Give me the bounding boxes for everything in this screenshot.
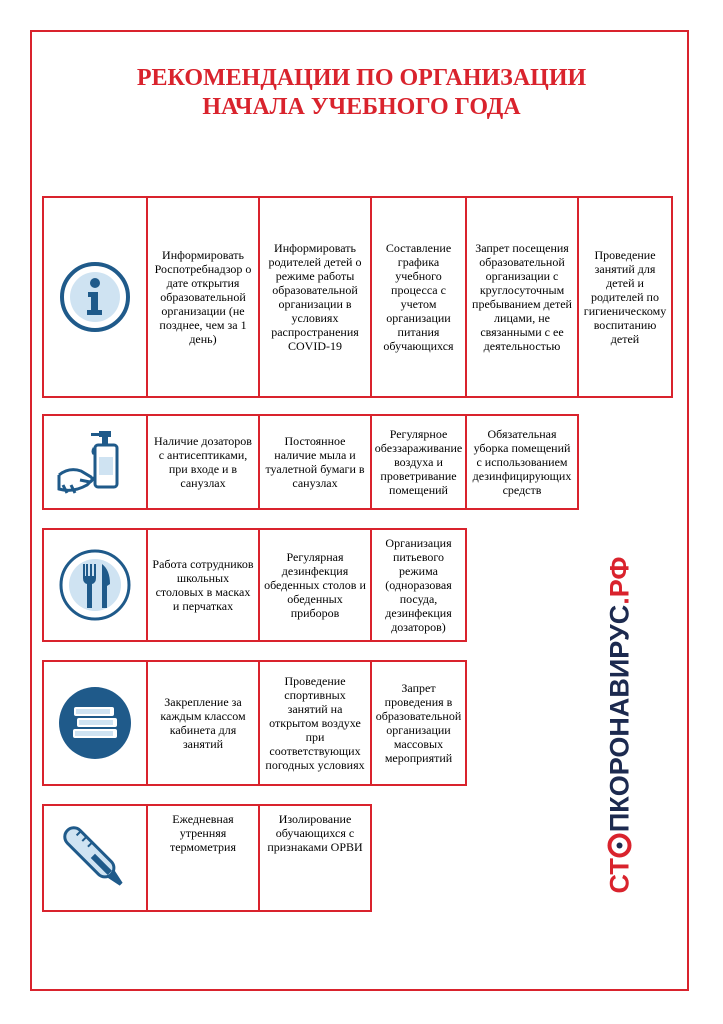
virus-o-icon bbox=[608, 833, 632, 857]
stopkoronavirus-logo bbox=[590, 556, 650, 894]
recommendation-cell: Закрепление за каждым классом кабинета для занятий bbox=[146, 660, 260, 786]
recommendation-cell: Регулярное обеззараживание воздуха и проветривание помещений bbox=[370, 414, 467, 510]
row-icon-cell bbox=[42, 804, 148, 912]
recommendation-cell: Ежедневная утренняя термометрия bbox=[146, 804, 260, 912]
row-icon-cell bbox=[42, 196, 148, 398]
info-icon bbox=[59, 261, 131, 333]
fork-knife-icon bbox=[58, 548, 132, 622]
recommendation-cell: Изолирование обучающихся с признаками ОРВИ bbox=[258, 804, 372, 912]
page-title bbox=[40, 64, 683, 122]
recommendation-cell: Информировать Роспотребнадзор о дате открытия образовательной организации (не позднее, чем за 1 день) bbox=[146, 196, 260, 398]
brand-wordmark bbox=[605, 557, 636, 894]
hand-sanitizer-icon bbox=[55, 427, 135, 497]
brand-part-koronavirus: ПКОРОНАВИРУС bbox=[604, 604, 635, 833]
recommendation-cell: Наличие дозаторов с антисептиками, при входе и в санузлах bbox=[146, 414, 260, 510]
recommendation-cell: Постоянное наличие мыла и туалетной бумаги в санузлах bbox=[258, 414, 372, 510]
recommendation-cell: Информировать родителей детей о режиме работы образовательной организации в условиях распространения COVID-19 bbox=[258, 196, 372, 398]
recommendation-cell: Работа сотрудников школьных столовых в масках и перчатках bbox=[146, 528, 260, 642]
recommendation-cell: Проведение спортивных занятий на открытом воздухе при соответствующих погодных условиях bbox=[258, 660, 372, 786]
title-line-2: НАЧАЛА УЧЕБНОГО ГОДА bbox=[202, 94, 521, 120]
title-line-1: РЕКОМЕНДАЦИИ ПО ОРГАНИЗАЦИИ bbox=[136, 65, 587, 91]
recommendation-cell: Запрет посещения образовательной организации с круглосуточным пребыванием детей лицами, не связанными с ее деятельностью bbox=[465, 196, 579, 398]
row-icon-cell bbox=[42, 660, 148, 786]
recommendation-cell: Обязательная уборка помещений с использованием дезинфицирующих средств bbox=[465, 414, 579, 510]
brand-part-rf: .РФ bbox=[604, 556, 635, 605]
row-icon-cell bbox=[42, 528, 148, 642]
books-icon bbox=[57, 685, 133, 761]
recommendation-cell: Регулярная дезинфекция обеденных столов и обеденных приборов bbox=[258, 528, 372, 642]
thermometer-icon bbox=[52, 815, 138, 901]
recommendation-cell: Запрет проведения в образовательной организации массовых мероприятий bbox=[370, 660, 467, 786]
recommendation-cell: Проведение занятий для детей и родителей по гигиеническому воспитанию детей bbox=[577, 196, 673, 398]
recommendation-cell: Организация питьевого режима (одноразовая посуда, дезинфекция дозаторов) bbox=[370, 528, 467, 642]
row-icon-cell bbox=[42, 414, 148, 510]
recommendation-cell: Составление графика учебного процесса с учетом организации питания обучающихся bbox=[370, 196, 467, 398]
brand-part-st: СТ bbox=[604, 858, 635, 894]
